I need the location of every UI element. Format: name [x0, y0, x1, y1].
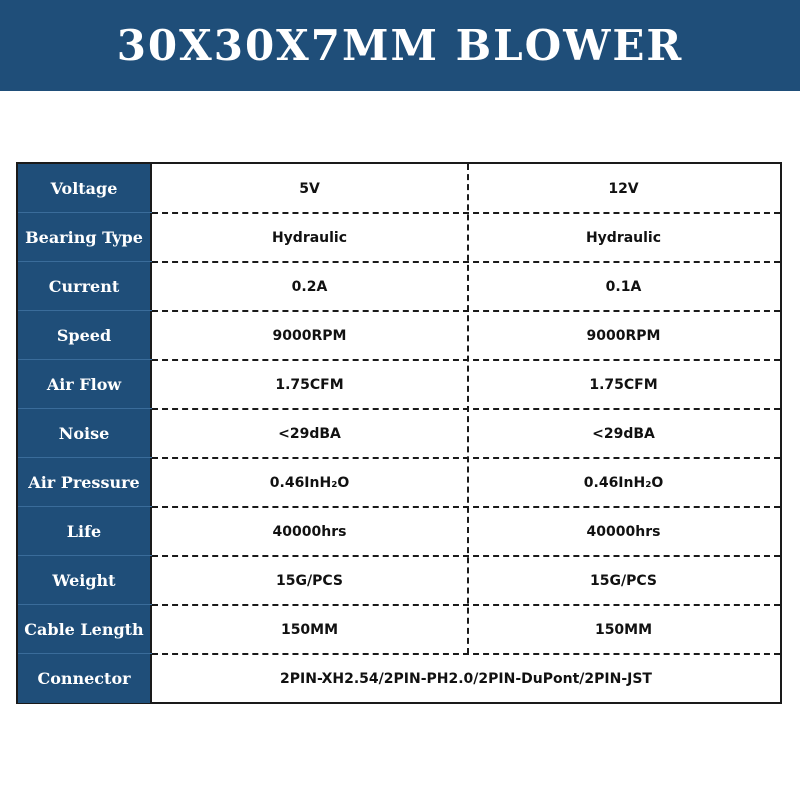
value-5v: 150MM [280, 621, 339, 638]
value-5v: 0.2A [291, 278, 328, 295]
spec-row-air-flow [18, 360, 780, 409]
spec-row-cable-length [18, 605, 780, 654]
row-label: Air Pressure [18, 458, 152, 507]
value-5v: <29dBA [278, 425, 341, 442]
value-5v: 0.46InH₂O [269, 474, 350, 491]
value-5v: 5V [299, 180, 320, 197]
title-banner [0, 0, 800, 91]
row-label: Noise [18, 409, 152, 458]
spec-row-connector [18, 654, 780, 703]
spec-row-speed [18, 311, 780, 360]
value-12v: Hydraulic [585, 229, 662, 246]
spec-row-noise [18, 409, 780, 458]
value-12v: 9000RPM [586, 327, 661, 344]
value-12v: 15G/PCS [590, 572, 657, 589]
row-label: Cable Length [18, 605, 152, 654]
connector-value: 2PIN-XH2.54/2PIN-PH2.0/2PIN-DuPont/2PIN-JST [280, 670, 652, 687]
value-5v: 40000hrs [272, 523, 347, 540]
value-12v: 0.1A [605, 278, 642, 295]
value-5v: 9000RPM [272, 327, 347, 344]
spec-row-life [18, 507, 780, 556]
row-label: Air Flow [18, 360, 152, 409]
row-label: Voltage [18, 164, 152, 213]
spec-row-bearing-type [18, 213, 780, 262]
value-5v: Hydraulic [271, 229, 348, 246]
row-label: Life [18, 507, 152, 556]
spec-row-weight [18, 556, 780, 605]
spec-row-air-pressure [18, 458, 780, 507]
row-label: Speed [18, 311, 152, 360]
value-12v: 40000hrs [586, 523, 661, 540]
value-12v: 0.46InH₂O [583, 474, 664, 491]
row-label: Current [18, 262, 152, 311]
value-5v: 15G/PCS [276, 572, 343, 589]
spec-row-voltage [18, 164, 780, 213]
value-12v: 150MM [594, 621, 653, 638]
page-title: 30X30X7MM BLOWER [116, 21, 684, 70]
row-label: Connector [18, 654, 152, 703]
value-5v: 1.75CFM [275, 376, 344, 393]
row-label: Weight [18, 556, 152, 605]
value-12v: <29dBA [592, 425, 655, 442]
spec-row-current [18, 262, 780, 311]
value-12v: 12V [608, 180, 639, 197]
spec-table [16, 162, 782, 704]
value-12v: 1.75CFM [589, 376, 658, 393]
row-label: Bearing Type [18, 213, 152, 262]
